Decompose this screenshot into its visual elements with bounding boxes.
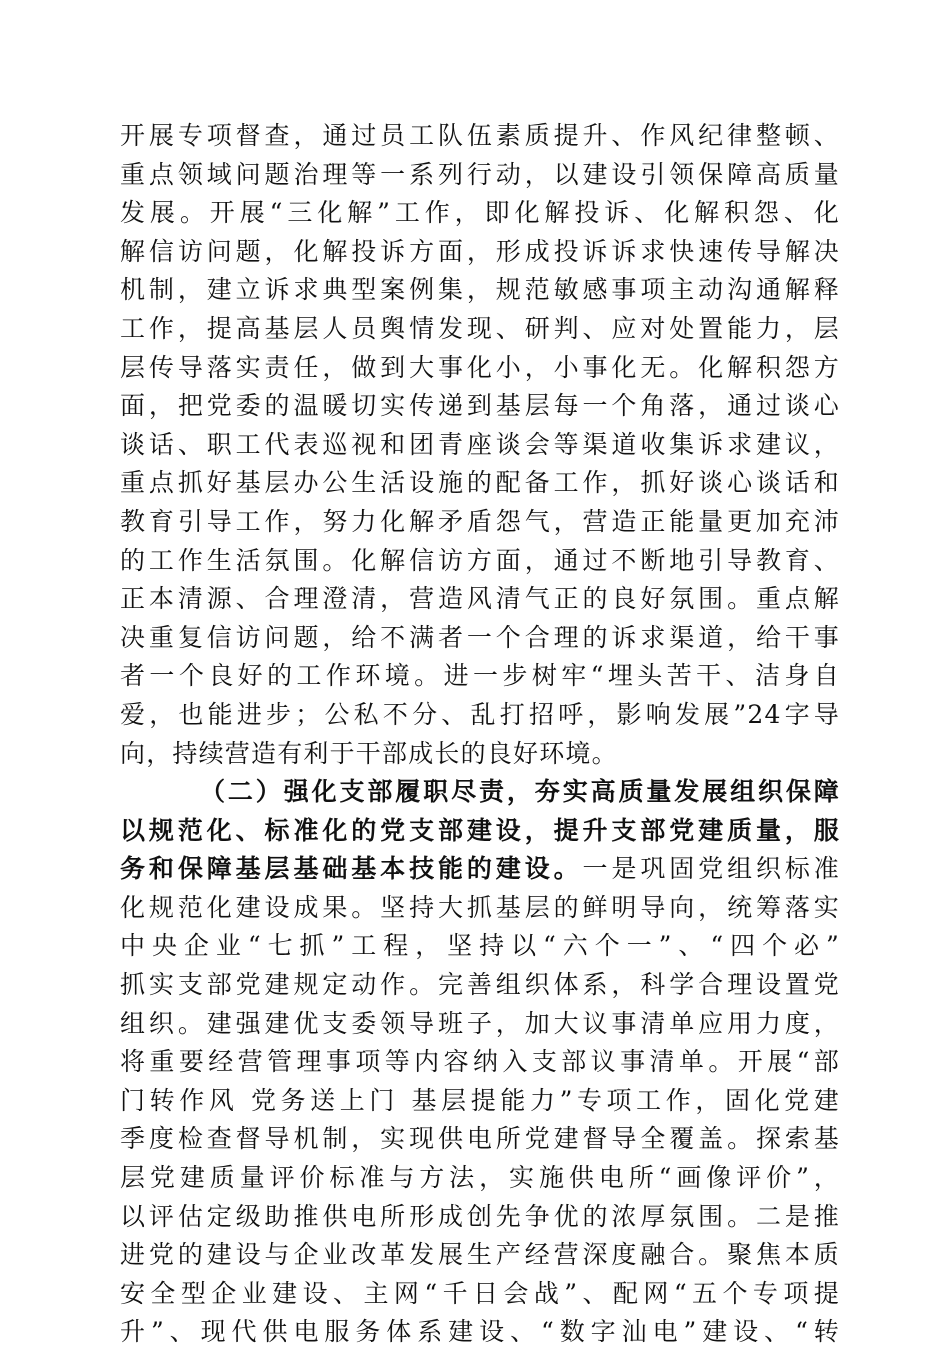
text-line: 层传导落实责任，做到大事化小，小事化无。化解积怨方 [120,352,840,382]
text-line: 者一个良好的工作环境。进一步树牢“埋头苦干、洁身自 [120,661,840,691]
text-line: 谈话、职工代表巡视和团青座谈会等渠道收集诉求建议， [120,429,840,459]
text-line: 升”、现代供电服务体系建设、“数字汕电”建设、“转 [120,1317,840,1347]
text-line: 重点抓好基层办公生活设施的配备工作，抓好谈心谈话和 [120,468,840,498]
text-line: 教育引导工作，努力化解矛盾怨气，营造正能量更加充沛 [120,506,840,536]
text-line: 中央企业“七抓”工程，坚持以“六个一”、“四个必” [120,931,840,961]
section-heading-end: 务和保障基层基础基本技能的建设。 [120,854,583,884]
text-line: 以评估定级助推供电所形成创先争优的浓厚氛围。二是推 [120,1201,840,1231]
text-line: 决重复信访问题，给不满者一个合理的诉求渠道，给干事 [120,622,840,652]
text-line: 抓实支部党建规定动作。完善组织体系，科学合理设置党 [120,970,840,1000]
text-line: 门转作风 党务送上门 基层提能力”专项工作，固化党建 [120,1085,840,1115]
text-line: 爱，也能进步；公私不分、乱打招呼，影响发展”24字导 [120,699,840,729]
text-line: 组织。建强建优支委领导班子，加大议事清单应用力度， [120,1008,840,1038]
text-line: 面，把党委的温暖切实传递到基层每一个角落，通过谈心 [120,391,840,421]
paragraph-2 [120,773,840,1352]
text-line: 化规范化建设成果。坚持大抓基层的鲜明导向，统筹落实 [120,892,840,922]
text-line: 重点领域问题治理等一系列行动，以建设引领保障高质量 [120,159,840,189]
text-line: 向，持续营造有利于干部成长的良好环境。 [120,738,618,768]
text-line: 机制，建立诉求典型案例集，规范敏感事项主动沟通解释 [120,275,840,305]
text-line: 安全型企业建设、主网“千日会战”、配网“五个专项提 [120,1278,840,1308]
text-line: 季度检查督导机制，实现供电所党建督导全覆盖。探索基 [120,1124,840,1154]
text-line: 进党的建设与企业改革发展生产经营深度融合。聚焦本质 [120,1240,840,1270]
section-heading-continued: 以规范化、标准化的党支部建设，提升支部党建质量，服 [120,815,840,845]
text-line: 工作，提高基层人员舆情发现、研判、应对处置能力，层 [120,313,840,343]
section-heading: （二）强化支部履职尽责，夯实高质量发展组织保障 [200,777,840,807]
text-line: 开展专项督查，通过员工队伍素质提升、作风纪律整顿、 [120,121,840,150]
document-body [120,117,840,1352]
text-line: 发展。开展“三化解”工作，即化解投诉、化解积怨、化 [120,198,840,228]
paragraph-1 [120,117,840,773]
text-line: 的工作生活氛围。化解信访方面，通过不断地引导教育、 [120,545,840,575]
text-line [120,850,840,889]
text-line: 解信访问题，化解投诉方面，形成投诉诉求快速传导解决 [120,236,840,266]
text-line-rest: 一是巩固党组织标准 [582,854,840,884]
text-line: 层党建质量评价标准与方法，实施供电所“画像评价”， [120,1163,840,1193]
text-line: 正本清源、合理澄清，营造风清气正的良好氛围。重点解 [120,584,840,614]
text-line: 将重要经营管理事项等内容纳入支部议事清单。开展“部 [120,1047,840,1077]
